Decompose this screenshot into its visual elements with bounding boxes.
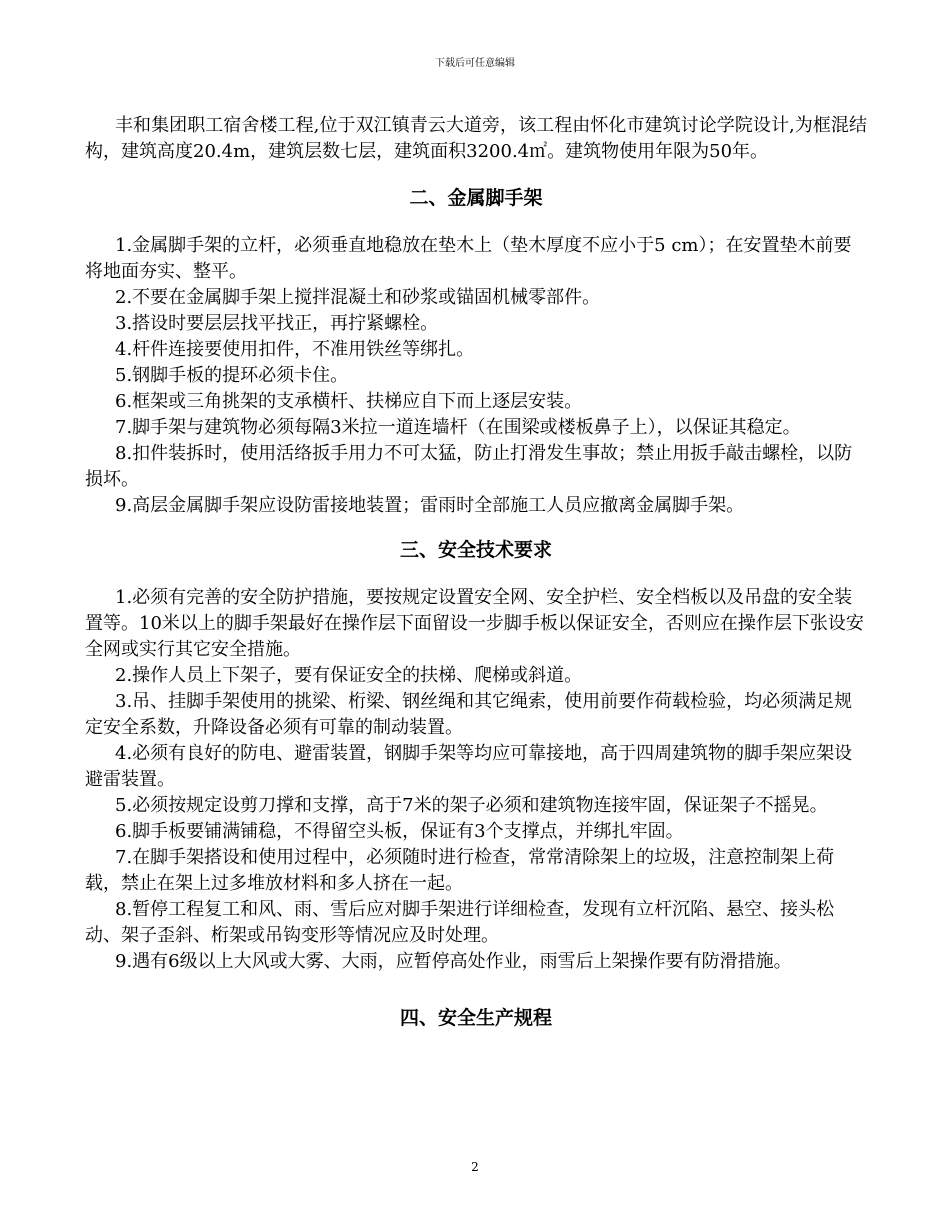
- list-item: 6.脚手板要铺满铺稳，不得留空头板，保证有3个支撑点，并绑扎牢固。: [115, 821, 684, 842]
- section-list-metal-scaffold: [85, 233, 867, 519]
- section-heading-metal-scaffold: 二、金属脚手架: [409, 187, 543, 209]
- list-item: 2.不要在金属脚手架上搅拌混凝土和砂浆或锚固机械零部件。: [115, 287, 601, 308]
- list-item: 3.搭设时要层层找平找正，再拧紧螺栓。: [115, 313, 439, 334]
- list-item: 1.必须有完善的安全防护措施，要按规定设置安全网、安全护栏、安全档板以及吊盘的安全装置等。10米以上的脚手架最好在操作层下面留设一步脚手板以保证安全，否则应在操作层下张设安全网或实行其它安全措施。: [85, 587, 864, 660]
- section-list-safety-requirements: [85, 585, 867, 975]
- list-item: 9.高层金属脚手架应设防雷接地装置；雷雨时全部施工人员应撤离金属脚手架。: [115, 495, 745, 516]
- page-header: 下载后可任意编辑: [435, 58, 515, 69]
- list-item: 8.暂停工程复工和风、雨、雪后应对脚手架进行详细检查，发现有立杆沉陷、悬空、接头松动、架子歪斜、桁架或吊钩变形等情况应及时处理。: [85, 899, 835, 946]
- list-item: 7.在脚手架搭设和使用过程中，必须随时进行检查，常常清除架上的垃圾，注意控制架上荷载，禁止在架上过多堆放材料和多人挤在一起。: [85, 847, 835, 894]
- list-item: 5.钢脚手板的提环必须卡住。: [115, 365, 349, 386]
- document-body: [85, 113, 867, 1031]
- intro-paragraph: 丰和集团职工宿舍楼工程,位于双江镇青云大道旁，该工程由怀化市建筑讨论学院设计,为框混结构，建筑高度20.4m，建筑层数七层，建筑面积3200.4㎡。建筑物使用年限为50年。: [85, 115, 867, 162]
- list-item: 1.金属脚手架的立杆，必须垂直地稳放在垫木上（垫木厚度不应小于5 cm）；在安置垫木前要将地面夯实、整平。: [85, 235, 852, 282]
- list-item: 8.扣件装拆时，使用活络扳手用力不可太猛，防止打滑发生事故；禁止用扳手敲击螺栓，以防损坏。: [85, 443, 853, 490]
- list-item: 7.脚手架与建筑物必须每隔3米拉一道连墙杆（在围梁或楼板鼻子上），以保证其稳定。: [115, 417, 801, 438]
- list-item: 4.必须有良好的防电、避雷装置，钢脚手架等均应可靠接地，高于四周建筑物的脚手架应架设避雷装置。: [85, 743, 853, 790]
- section-heading-production-rules: 四、安全生产规程: [399, 1007, 552, 1029]
- list-item: 2.操作人员上下架子，要有保证安全的扶梯、爬梯或斜道。: [115, 665, 583, 686]
- page-number: 2: [471, 1160, 479, 1174]
- list-item: 4.杆件连接要使用扣件，不准用铁丝等绑扎。: [115, 339, 475, 360]
- section-heading-safety-requirements: 三、安全技术要求: [399, 539, 552, 561]
- list-item: 6.框架或三角挑架的支承横杆、扶梯应自下而上逐层安装。: [115, 391, 583, 412]
- list-item: 3.吊、挂脚手架使用的挑梁、桁梁、钢丝绳和其它绳索，使用前要作荷载检验，均必须满足规定安全系数，升降设备必须有可靠的制动装置。: [85, 691, 853, 738]
- list-item: 9.遇有6级以上大风或大雾、大雨，应暂停高处作业，雨雪后上架操作要有防滑措施。: [115, 951, 792, 972]
- list-item: 5.必须按规定设剪刀撑和支撑，高于7米的架子必须和建筑物连接牢固，保证架子不摇晃。: [115, 795, 828, 816]
